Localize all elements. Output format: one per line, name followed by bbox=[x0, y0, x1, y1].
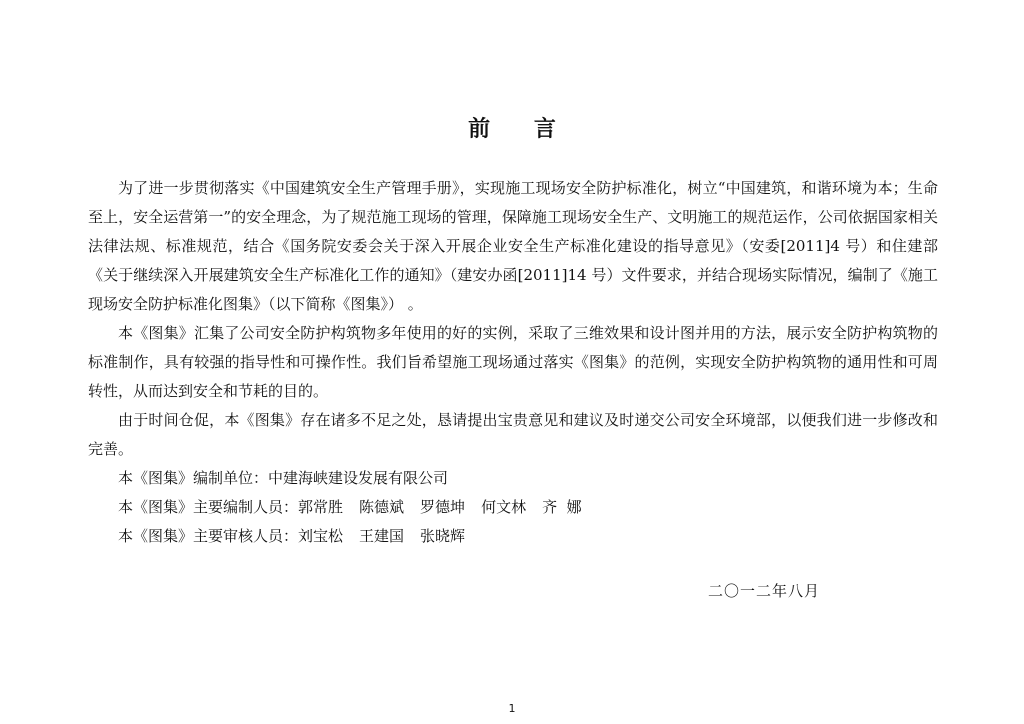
page-number: 1 bbox=[508, 702, 516, 715]
paragraph-2: 本《图集》汇集了公司安全防护构筑物多年使用的好的实例，采取了三维效果和设计图并用的方法，展示安全防护构筑物的标准制作，具有较强的指导性和可操作性。我们旨希望施工现场通过落实《图集》的范例，实现安全防护构筑物的通用性和可周转性，从而达到安全和节耗的目的。 bbox=[88, 324, 938, 400]
reviewers-line bbox=[88, 522, 938, 551]
editors-line bbox=[88, 493, 938, 522]
editor-name: 何文林 bbox=[481, 498, 527, 516]
reviewer-name: 张晓辉 bbox=[420, 527, 466, 545]
editor-name: 罗德坤 bbox=[420, 498, 466, 516]
paragraph-1: 为了进一步贯彻落实《中国建筑安全生产管理手册》，实现施工现场安全防护标准化，树立“中国建筑，和谐环境为本；生命至上，安全运营第一”的安全理念，为了规范施工现场的管理，保障施工现场安全生产、文明施工的规范运作，公司依据国家相关法律法规、标准规范，结合《国务院安委会关于深入开展企业安全生产标准化建设的指导意见》（安委[2011]4 号）和住建部《关于继续深入开展建筑安全生产标准化工作的通知》（建安办函[2011]14 号）文件要求，并结合现场实际情况，编制了《施工现场安全防护标准化图集》（以下简称《图集》） 。 bbox=[88, 179, 938, 313]
reviewer-name: 王建国 bbox=[359, 527, 405, 545]
editor-name: 齐 娜 bbox=[542, 498, 582, 516]
editor-name: 陈德斌 bbox=[359, 498, 405, 516]
editor-name: 郭常胜 bbox=[298, 498, 344, 516]
reviewer-name: 刘宝松 bbox=[298, 527, 344, 545]
document-date: 二〇一二年八月 bbox=[708, 582, 821, 600]
reviewers-label: 本《图集》主要审核人员： bbox=[118, 527, 299, 545]
compiler-unit-line: 本《图集》编制单位：中建海峡建设发展有限公司 bbox=[118, 469, 449, 487]
page-title: 前 言 bbox=[468, 116, 574, 142]
editors-label: 本《图集》主要编制人员： bbox=[118, 498, 299, 516]
preface-body bbox=[88, 174, 938, 551]
paragraph-3: 由于时间仓促，本《图集》存在诸多不足之处，恳请提出宝贵意见和建议及时递交公司安全环境部，以便我们进一步修改和完善。 bbox=[88, 411, 938, 458]
